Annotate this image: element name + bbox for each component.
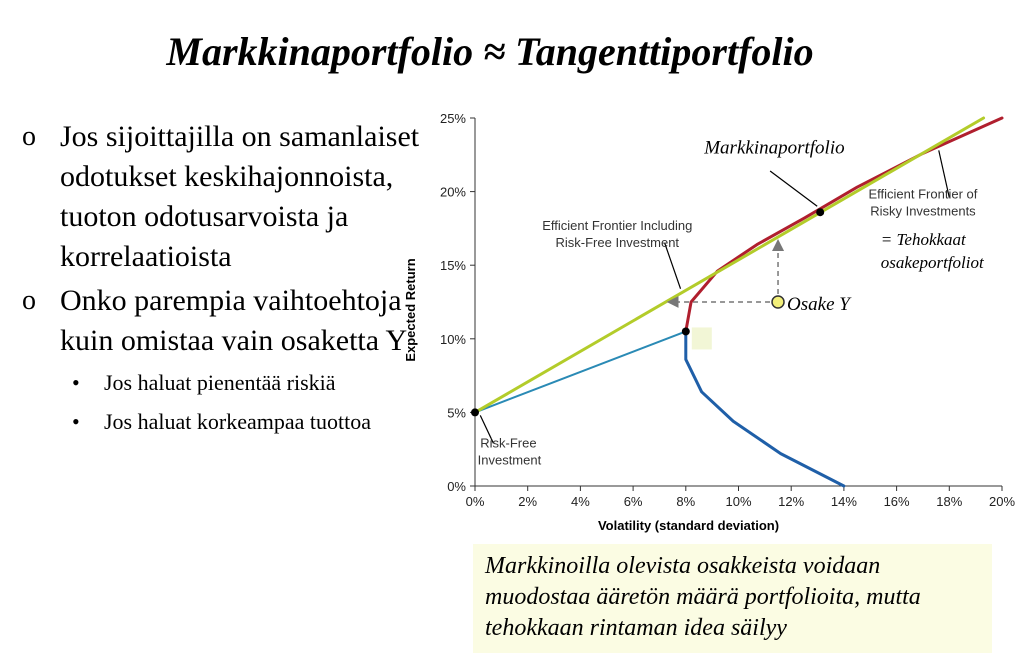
tehokkaat-annotation: = Tehokkaat (880, 230, 966, 250)
x-tick-label: 16% (883, 494, 910, 509)
x-tick-label: 12% (778, 494, 805, 509)
market-portfolio-annotation: Markkinaportfolio (704, 137, 845, 159)
highlight-box (692, 327, 712, 349)
chart-series (475, 118, 1002, 486)
chart-axes (403, 111, 1015, 533)
osake-y-point (772, 296, 784, 308)
market-portfolio-point (816, 208, 824, 216)
x-tick-label: 0% (465, 494, 485, 509)
bullet-item (22, 281, 422, 361)
risky-frontier-annotation: Efficient Frontier of (868, 186, 978, 202)
riskfree-annotation: Investment (477, 452, 542, 468)
x-tick-label: 14% (830, 494, 857, 509)
x-tick-label: 20% (988, 494, 1016, 509)
market-leader-line (770, 171, 817, 206)
y-axis-title: Expected Return (403, 258, 418, 362)
x-tick-label: 6% (623, 494, 643, 509)
slide-title: Markkinaportfolio ≈ Tangenttiportfolio (166, 29, 814, 74)
sub-bullet-marker: • (72, 409, 80, 434)
riskfree-annotation: Risk-Free (480, 435, 537, 451)
x-tick-label: 4% (571, 494, 590, 509)
x-tick-label: 10% (725, 494, 752, 509)
inefficient-frontier-line (686, 331, 844, 486)
cml-annotation: Efficient Frontier Including (542, 217, 693, 233)
sub-bullet-item (22, 406, 422, 437)
sub-bullet-item (22, 367, 422, 398)
efficient-frontier-chart (395, 100, 1024, 545)
bullet-list (22, 117, 422, 437)
x-axis-title: Volatility (standard deviation) (597, 518, 780, 533)
min-variance-point (682, 327, 690, 335)
y-tick-label: 20% (439, 184, 466, 200)
bullet-marker: o (22, 121, 36, 152)
bullet-marker: o (22, 285, 36, 316)
y-tick-label: 5% (447, 405, 466, 421)
sub-bullet-text: Jos haluat pienentää riskiä (104, 370, 336, 395)
riskfree-minvar-line (475, 331, 686, 412)
y-tick-label: 25% (439, 111, 466, 126)
note-box: Markkinoilla olevista osakkeista voidaan muodostaa ääretön määrä portfolioita, mutta tehokkaan rintaman idea säilyy (473, 544, 992, 653)
sub-bullet-marker: • (72, 370, 80, 395)
cml-annotation: Risk-Free Investment (555, 234, 680, 250)
sub-bullet-text: Jos haluat korkeampaa tuottoa (104, 409, 371, 434)
tehokkaat-annotation: osakeportfoliot (880, 253, 984, 273)
cml-leader-line (665, 243, 681, 289)
risky-frontier-annotation: Risky Investments (870, 203, 976, 219)
bullet-text: Onko parempia vaihtoehtoja kuin omistaa vain osaketta Y (60, 284, 408, 357)
y-tick-label: 10% (439, 331, 466, 347)
y-tick-label: 15% (439, 258, 466, 274)
y-tick-label: 0% (447, 479, 466, 494)
x-tick-label: 8% (676, 494, 696, 509)
x-tick-label: 2% (518, 494, 538, 509)
bullet-text: Jos sijoittajilla on samanlaiset odotukset keskihajonnoista, tuoton odotusarvoista ja korrelaatioista (60, 120, 420, 273)
bullet-item (22, 117, 422, 277)
x-tick-label: 18% (936, 494, 963, 509)
osake-y-annotation: Osake Y (787, 294, 850, 315)
riskfree-point (471, 408, 479, 416)
